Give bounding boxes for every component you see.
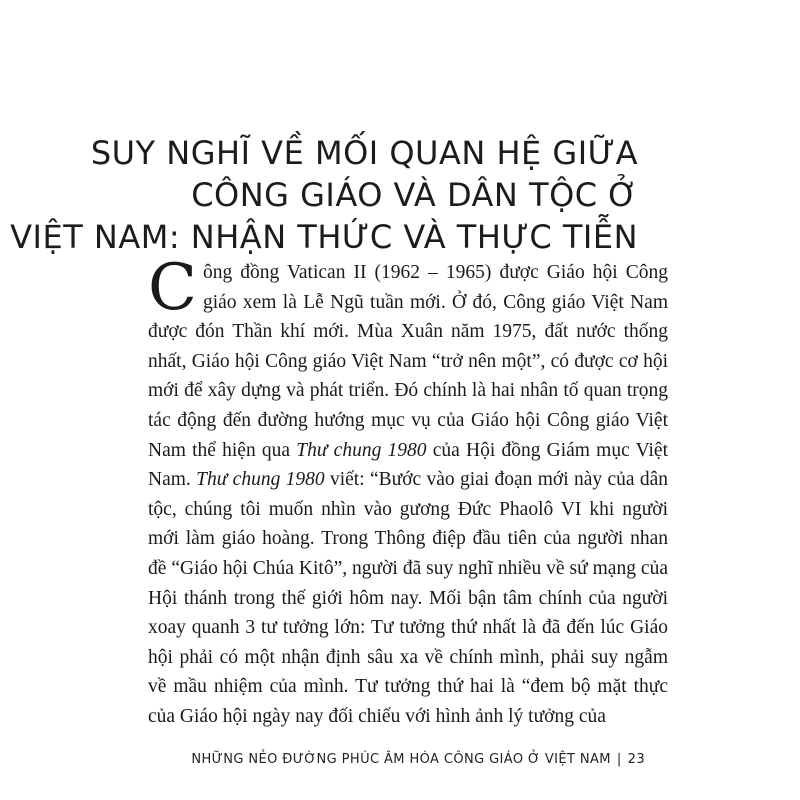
body-text-part-2: của Hội đồng Giám mục Việt Nam. [148, 439, 668, 491]
drop-cap: C [148, 251, 197, 325]
chapter-title-line-3: VIỆT NAM: NHẬN THỨC VÀ THỰC TIỄN [10, 218, 638, 256]
chapter-title-line-1: SUY NGHĨ VỀ MỐI QUAN HỆ GIỮA [90, 134, 638, 172]
running-title: NHỮNG NẺO ĐƯỜNG PHÚC ÂM HÓA CÔNG GIÁO Ở VIỆT NAM [191, 752, 611, 767]
italic-title-thu-chung-1: Thư chung 1980 [296, 439, 427, 461]
body-paragraph [148, 251, 668, 732]
chapter-title-line-2: CÔNG GIÁO VÀ DÂN TỘC Ở [191, 176, 638, 214]
body-text-part-3: viết: “Bước vào giai đoạn mới này của dân tộc, chúng tôi muốn nhìn vào gương Đức Phaolô VI khi người mới làm giáo hoàng. Trong Thông điệp đầu tiên của người nhan đề “Giáo hội Chúa Kitô”, người đã suy nghĩ nhiều về sứ mạng của Hội thánh trong thế giới hôm nay. Mối bận tâm chính của người xoay quanh 3 tư tưởng lớn: Tư tưởng thứ nhất là đã đến lúc Giáo hội phải có một nhận định sâu xa về chính mình, phải suy ngẫm về mầu nhiệm của mình. Tư tưởng thứ hai là “đem bộ mặt thực của Giáo hội ngày nay đối chiếu với hình ảnh lý tưởng của [148, 469, 668, 727]
chapter-title [10, 132, 638, 258]
footer-separator: | [616, 752, 622, 767]
page-number: 23 [627, 752, 645, 767]
body-text-part-1: ông đồng Vatican II (1962 – 1965) được Giáo hội Công giáo xem là Lễ Ngũ tuần mới. Ở đó, Công giáo Việt Nam được đón Thần khí mới. Mùa Xuân năm 1975, đất nước thống nhất, Giáo hội Công giáo Việt Nam “trở nên một”, có được cơ hội mới để xây dựng và phát triển. Đó chính là hai nhân tố quan trọng tác động đến đường hướng mục vụ của Giáo hội Công giáo Việt Nam thể hiện qua [148, 262, 668, 461]
italic-title-thu-chung-2: Thư chung 1980 [196, 469, 325, 491]
page-footer [191, 752, 645, 767]
